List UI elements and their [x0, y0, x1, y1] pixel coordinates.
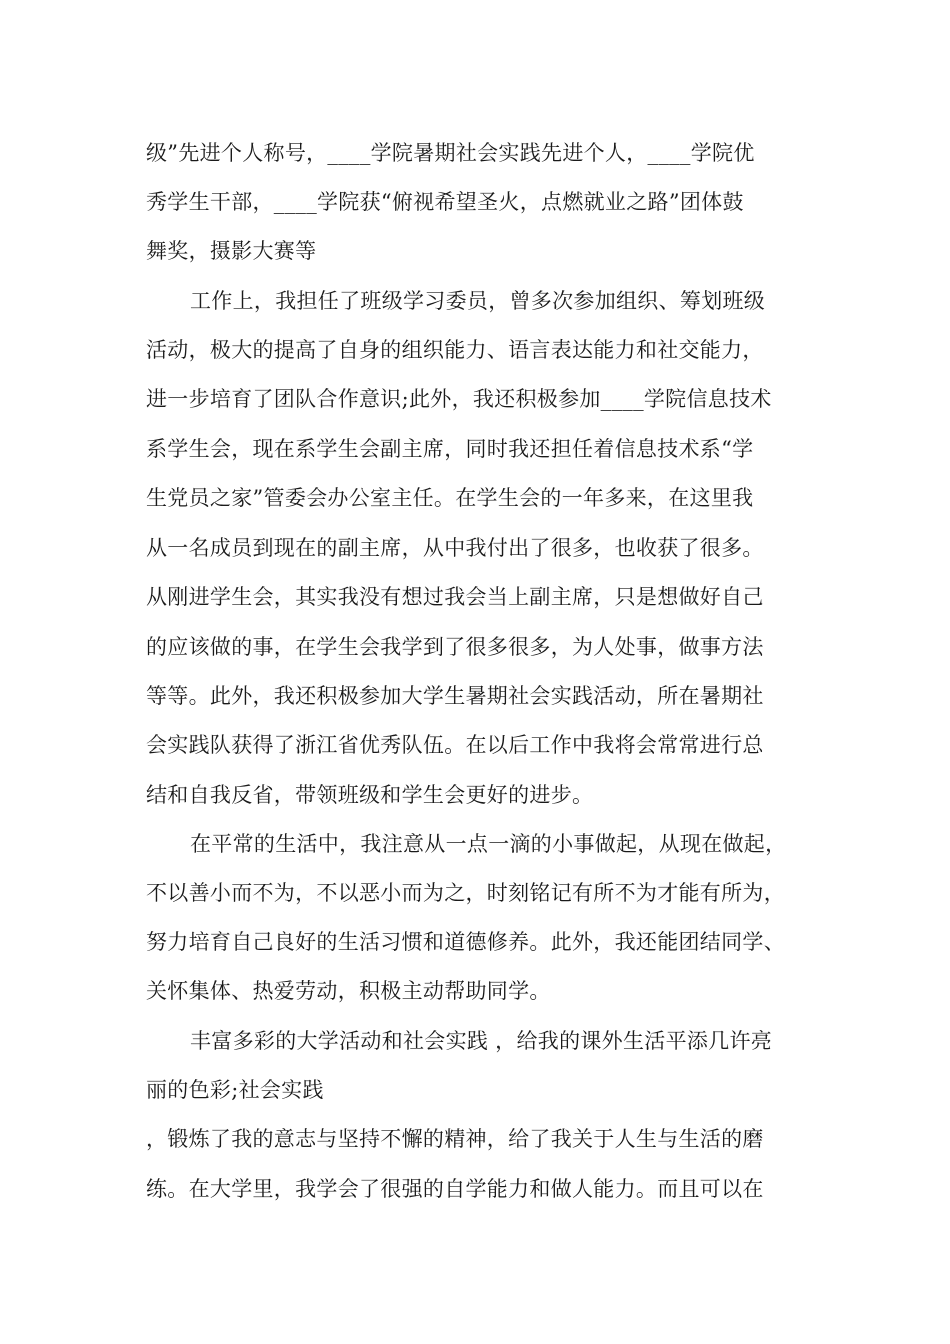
text-line: 的应该做的事，在学生会我学到了很多很多，为人处事，做事方法 [146, 635, 764, 659]
text-line: 秀学生干部，____学院获“俯视希望圣火，点燃就业之路”团体鼓 [146, 190, 744, 214]
text-line: 丽的色彩;社会实践 [146, 1078, 324, 1102]
text-line: 会实践队获得了浙江省优秀队伍。在以后工作中我将会常常进行总 [146, 733, 764, 757]
text-line: 生党员之家”管委会办公室主任。在学生会的一年多来，在这里我 [146, 486, 754, 510]
text-line: 等等。此外，我还积极参加大学生暑期社会实践活动，所在暑期社 [146, 684, 764, 708]
text-line: 进一步培育了团队合作意识;此外，我还积极参加____学院信息技术 [146, 387, 772, 411]
text-line: 努力培育自己良好的生活习惯和道德修养。此外，我还能团结同学、 [146, 930, 785, 954]
text-line: 舞奖，摄影大赛等 [146, 239, 317, 263]
paragraph-first-line: 工作上，我担任了班级学习委员，曾多次参加组织、筹划班级 [190, 289, 766, 313]
text-line: 从刚进学生会，其实我没有想过我会当上副主席，只是想做好自己 [146, 585, 764, 609]
text-line: 系学生会，现在系学生会副主席，同时我还担任着信息技术系“学 [146, 437, 754, 461]
text-line: 从一名成员到现在的副主席，从中我付出了很多，也收获了很多。 [146, 536, 764, 560]
text-line: ，锻炼了我的意志与坚持不懈的精神，给了我关于人生与生活的磨 [146, 1127, 764, 1151]
paragraph-first-line: 丰富多彩的大学活动和社会实践 ，给我的课外生活平添几许亮 [190, 1029, 773, 1053]
text-line: 活动，极大的提高了自身的组织能力、语言表达能力和社交能力， [146, 338, 764, 362]
text-line: 不以善小而不为，不以恶小而为之，时刻铭记有所不为才能有所为， [146, 881, 785, 905]
text-line: 练。在大学里，我学会了很强的自学能力和做人能力。而且可以在 [146, 1177, 764, 1201]
text-line: 级”先进个人称号，____学院暑期社会实践先进个人，____学院优 [146, 141, 755, 165]
paragraph-first-line: 在平常的生活中，我注意从一点一滴的小事做起，从现在做起， [190, 832, 787, 856]
text-line: 结和自我反省，带领班级和学生会更好的进步。 [146, 783, 594, 807]
text-line: 关怀集体、热爱劳动，积极主动帮助同学。 [146, 979, 551, 1003]
